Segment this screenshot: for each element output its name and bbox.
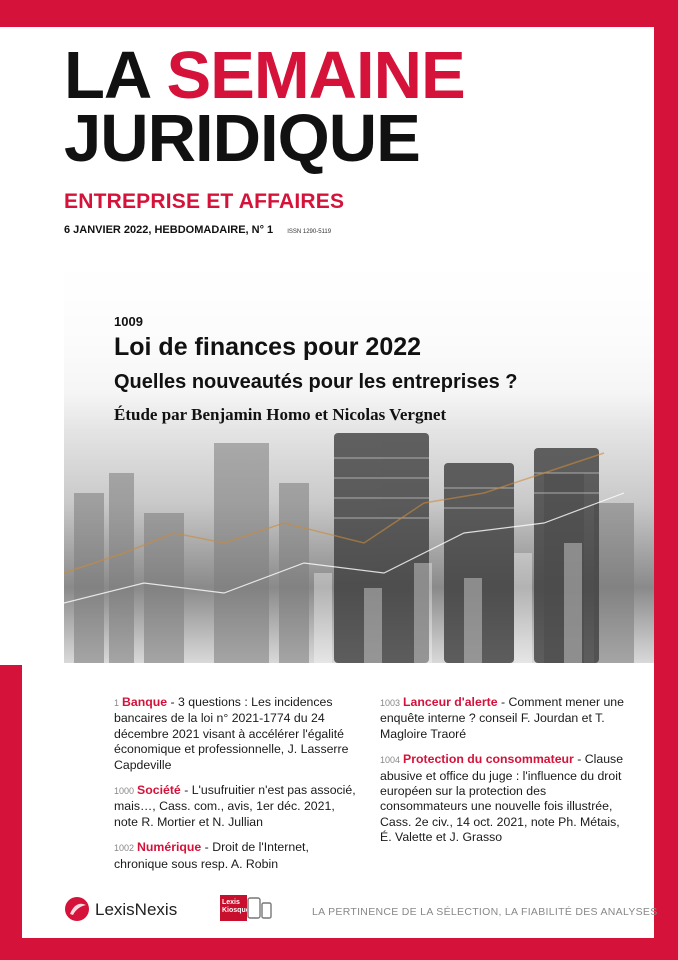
left-red-band [0, 665, 22, 960]
top-red-band [0, 0, 678, 27]
kiosque-label [222, 899, 250, 915]
summary-right-column [380, 695, 630, 856]
publication-subtitle: ENTREPRISE ET AFFAIRES [64, 190, 345, 213]
tagline: LA PERTINENCE DE LA SÉLECTION, LA FIABILITÉ DES ANALYSES [312, 906, 658, 918]
summary-left-column [114, 695, 362, 882]
summary-item-text: - L'usufruitier n'est pas associé, mais…, Cass. com., avis, 1er déc. 2021, note R. Mortier et N. Jullian [114, 783, 356, 829]
issn: ISSN 1290-5119 [287, 229, 332, 235]
masthead-semaine: SEMAINE [166, 38, 465, 113]
issue-line [64, 224, 331, 236]
summary-item [114, 840, 362, 872]
issue-date: 6 JANVIER 2022, HEBDOMADAIRE, N° 1 [64, 224, 274, 236]
summary-item-topic: Société [137, 783, 181, 798]
kiosque-line2: Kiosque [222, 907, 250, 914]
summary-item [114, 695, 362, 773]
summary-item-number: 1000 [114, 786, 135, 797]
right-red-band [654, 0, 678, 960]
lexisnexis-logo-icon [64, 896, 94, 922]
summary-item [380, 695, 630, 742]
bottom-red-band [0, 938, 678, 960]
masthead [64, 38, 465, 176]
article-authors: Étude par Benjamin Homo et Nicolas Vergnet [114, 405, 447, 424]
masthead-la: LA [64, 38, 149, 113]
summary-item-text: - Droit de l'Internet, chronique sous resp. A. Robin [114, 840, 309, 871]
summary-item-text: - Comment mener une enquête interne ? conseil F. Jourdan et T. Magloire Traoré [380, 695, 624, 741]
summary-item-number: 1004 [380, 755, 401, 766]
cover-image [64, 243, 654, 663]
summary-item-text: - 3 questions : Les incidences bancaires de la loi n° 2021-1774 du 24 décembre 2021 visant à accélérer l'égalité économique et professionnelle, J. Lasserre Capdeville [114, 695, 349, 772]
summary-item-number: 1002 [114, 843, 135, 854]
article-number: 1009 [114, 314, 143, 329]
summary-item-topic: Protection du consommateur [403, 752, 574, 767]
summary-item-text: - Clause abusive et office du juge : l'influence du droit européen sur la protection des consommateurs une nouvelle fois illustrée, Cass. 2e civ., 14 oct. 2021, note Ph. Métais, É. Valette et J. Grasso [380, 752, 624, 845]
summary-item-number: 1 [114, 698, 120, 708]
devices-icon [247, 895, 273, 921]
publisher-name: LexisNexis [95, 900, 178, 919]
summary-item [380, 752, 630, 845]
city-coins-illustration [64, 243, 654, 663]
kiosque-line1: Lexis [222, 899, 240, 906]
article-subtitle: Quelles nouveautés pour les entreprises ? [114, 371, 518, 393]
article-title: Loi de finances pour 2022 [114, 333, 422, 361]
summary-item-topic: Lanceur d'alerte [403, 695, 498, 709]
summary-item-topic: Banque [122, 695, 168, 709]
summary-item [114, 783, 362, 830]
summary-item-topic: Numérique [137, 840, 202, 855]
summary-item-number: 1003 [380, 698, 401, 708]
masthead-juridique: JURIDIQUE [64, 101, 420, 176]
